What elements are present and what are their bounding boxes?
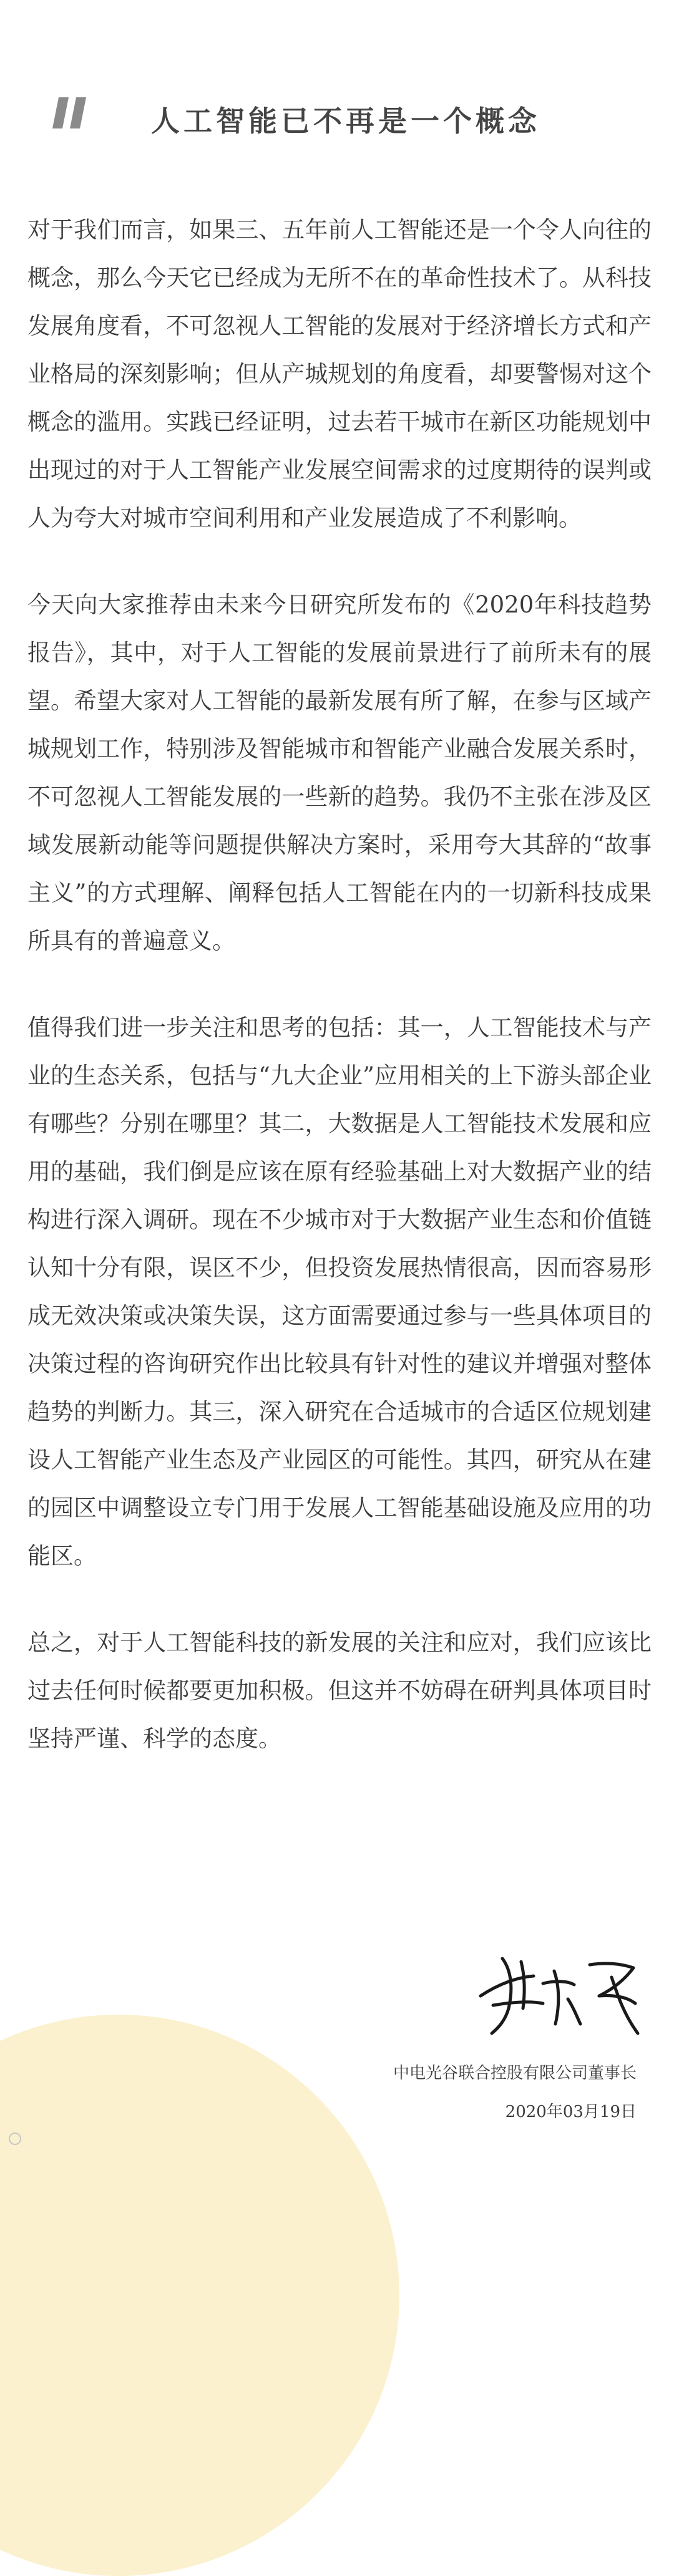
page-title: 人工智能已不再是一个概念 xyxy=(151,104,540,138)
watermark-logo-icon xyxy=(9,2133,21,2145)
header xyxy=(50,94,624,143)
sign-date: 2020年03月19日 xyxy=(505,2103,637,2121)
double-quote-icon xyxy=(50,94,89,131)
paragraph-3: 值得我们进一步关注和思考的包括：其一，人工智能技术与产业的生态关系，包括与“九大企业”应用相关的上下游头部企业有哪些？分别在哪里？其二，大数据是人工智能技术发展和应用的基础，我们倒是应该在原有经验基础上对大数据产业的结构进行深入调研。现在不少城市对于大数据产业生态和价值链认知十分有限，误区不少，但投资发展热情很高，因而容易形成无效决策或决策失误，这方面需要通过参与一些具体项目的决策过程的咨询研究作出比较具有针对性的建议并增强对整体趋势的判断力。其三，深入研究在合适城市的合适区位规划建设人工智能产业生态及产业园区的可能性。其四，研究从在建的园区中调整设立专门用于发展人工智能基础设施及应用的功能区。 xyxy=(27,1014,652,1569)
watermark xyxy=(9,2130,25,2145)
paragraph-1: 对于我们而言，如果三、五年前人工智能还是一个令人向往的概念，那么今天它已经成为无所不在的革命性技术了。从科技发展角度看，不可忽视人工智能的发展对于经济增长方式和产业格局的深刻影响；但从产城规划的角度看，却要警惕对这个概念的滥用。实践已经证明，过去若干城市在新区功能规划中出现过的对于人工智能产业发展空间需求的过度期待的误判或人为夸大对城市空间利用和产业发展造成了不利影响。 xyxy=(27,216,652,531)
signer-organization: 中电光谷联合控股有限公司董事长 xyxy=(393,2064,637,2083)
paragraph-4: 总之，对于人工智能科技的新发展的关注和应对，我们应该比过去任何时候都要更加积极。但这并不妨碍在研判具体项目时坚持严谨、科学的态度。 xyxy=(27,1629,652,1752)
signature-icon xyxy=(474,1946,649,2040)
paragraph-2: 今天向大家推荐由未来今日研究所发布的《2020年科技趋势报告》，其中，对于人工智能的发展前景进行了前所未有的展望。希望大家对人工智能的最新发展有所了解，在参与区域产城规划工作，特别涉及智能城市和智能产业融合发展关系时，不可忽视人工智能发展的一些新的趋势。我仍不主张在涉及区域发展新动能等问题提供解决方案时，采用夸大其辞的“故事主义”的方式理解、阐释包括人工智能在内的一切新科技成果所具有的普遍意义。 xyxy=(27,591,652,954)
decorative-circle xyxy=(0,2015,399,2576)
article-body xyxy=(27,206,652,1801)
